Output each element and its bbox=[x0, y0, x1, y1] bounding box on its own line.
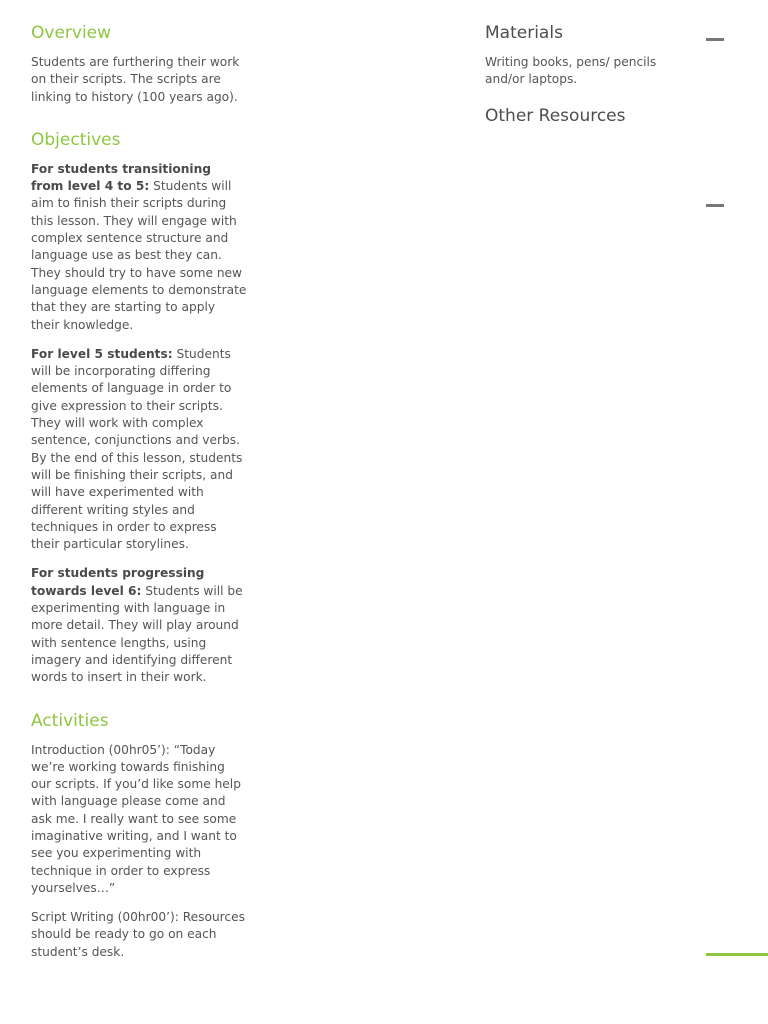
objectives-heading: Objectives bbox=[31, 129, 121, 150]
activity-paragraph: Script Writing (00hr00’): Resources should be ready to go on each student’s desk. bbox=[31, 910, 245, 959]
overview-heading: Overview bbox=[31, 23, 112, 43]
objective-text: Students will aim to finish their scripts during this lesson. They will engage with complex sentence structure and language use as best they can. They should try to have some new language elements to demonstrate that they are starting to apply their knowledge. bbox=[31, 179, 247, 332]
objective-label: For students progressing towards level 6: bbox=[31, 566, 205, 598]
objective-label: For level 5 students: bbox=[31, 346, 173, 361]
materials-section bbox=[485, 22, 685, 89]
activities-section bbox=[31, 710, 247, 962]
other-resources-heading: Other Resources bbox=[485, 105, 626, 126]
footer-accent-rule bbox=[706, 953, 768, 956]
collapse-materials-icon[interactable] bbox=[706, 38, 724, 41]
activity-paragraph: Introduction (00hr05’): “Today we’re working towards finishing our scripts. If you’d like some help with language please come and ask me. I really want to see some imaginative writing, and I want to see you experimenting with technique in order to express yourselves…” bbox=[31, 742, 241, 895]
collapse-other-resources-icon[interactable] bbox=[706, 204, 724, 207]
objective-text: Students will be experimenting with language in more detail. They will play around with sentence lengths, using imagery and identifying different words to insert in their work. bbox=[31, 583, 243, 685]
overview-text: Students are furthering their work on their scripts. The scripts are linking to history (100 years ago). bbox=[31, 55, 240, 104]
objective-paragraph bbox=[31, 565, 247, 686]
objective-label: For students transitioning from level 4 to 5: bbox=[31, 161, 212, 194]
materials-text: Writing books, pens/ pencils and/or laptops. bbox=[485, 55, 657, 87]
objectives-section bbox=[31, 129, 247, 687]
right-column bbox=[485, 22, 685, 137]
overview-section bbox=[31, 22, 247, 106]
left-column bbox=[31, 22, 247, 973]
objective-paragraph bbox=[31, 161, 247, 334]
objective-paragraph bbox=[31, 346, 247, 554]
activities-heading: Activities bbox=[31, 710, 109, 731]
objective-text: Students will be incorporating differing elements of language in order to give expression to their scripts. They will work with complex sentence, conjunctions and verbs. By the end of this lesson, students will be finishing their scripts, and will have experimented with different writing styles and techniques in order to express their particular storylines. bbox=[31, 346, 243, 552]
materials-heading: Materials bbox=[485, 23, 563, 43]
other-resources-section bbox=[485, 105, 685, 127]
